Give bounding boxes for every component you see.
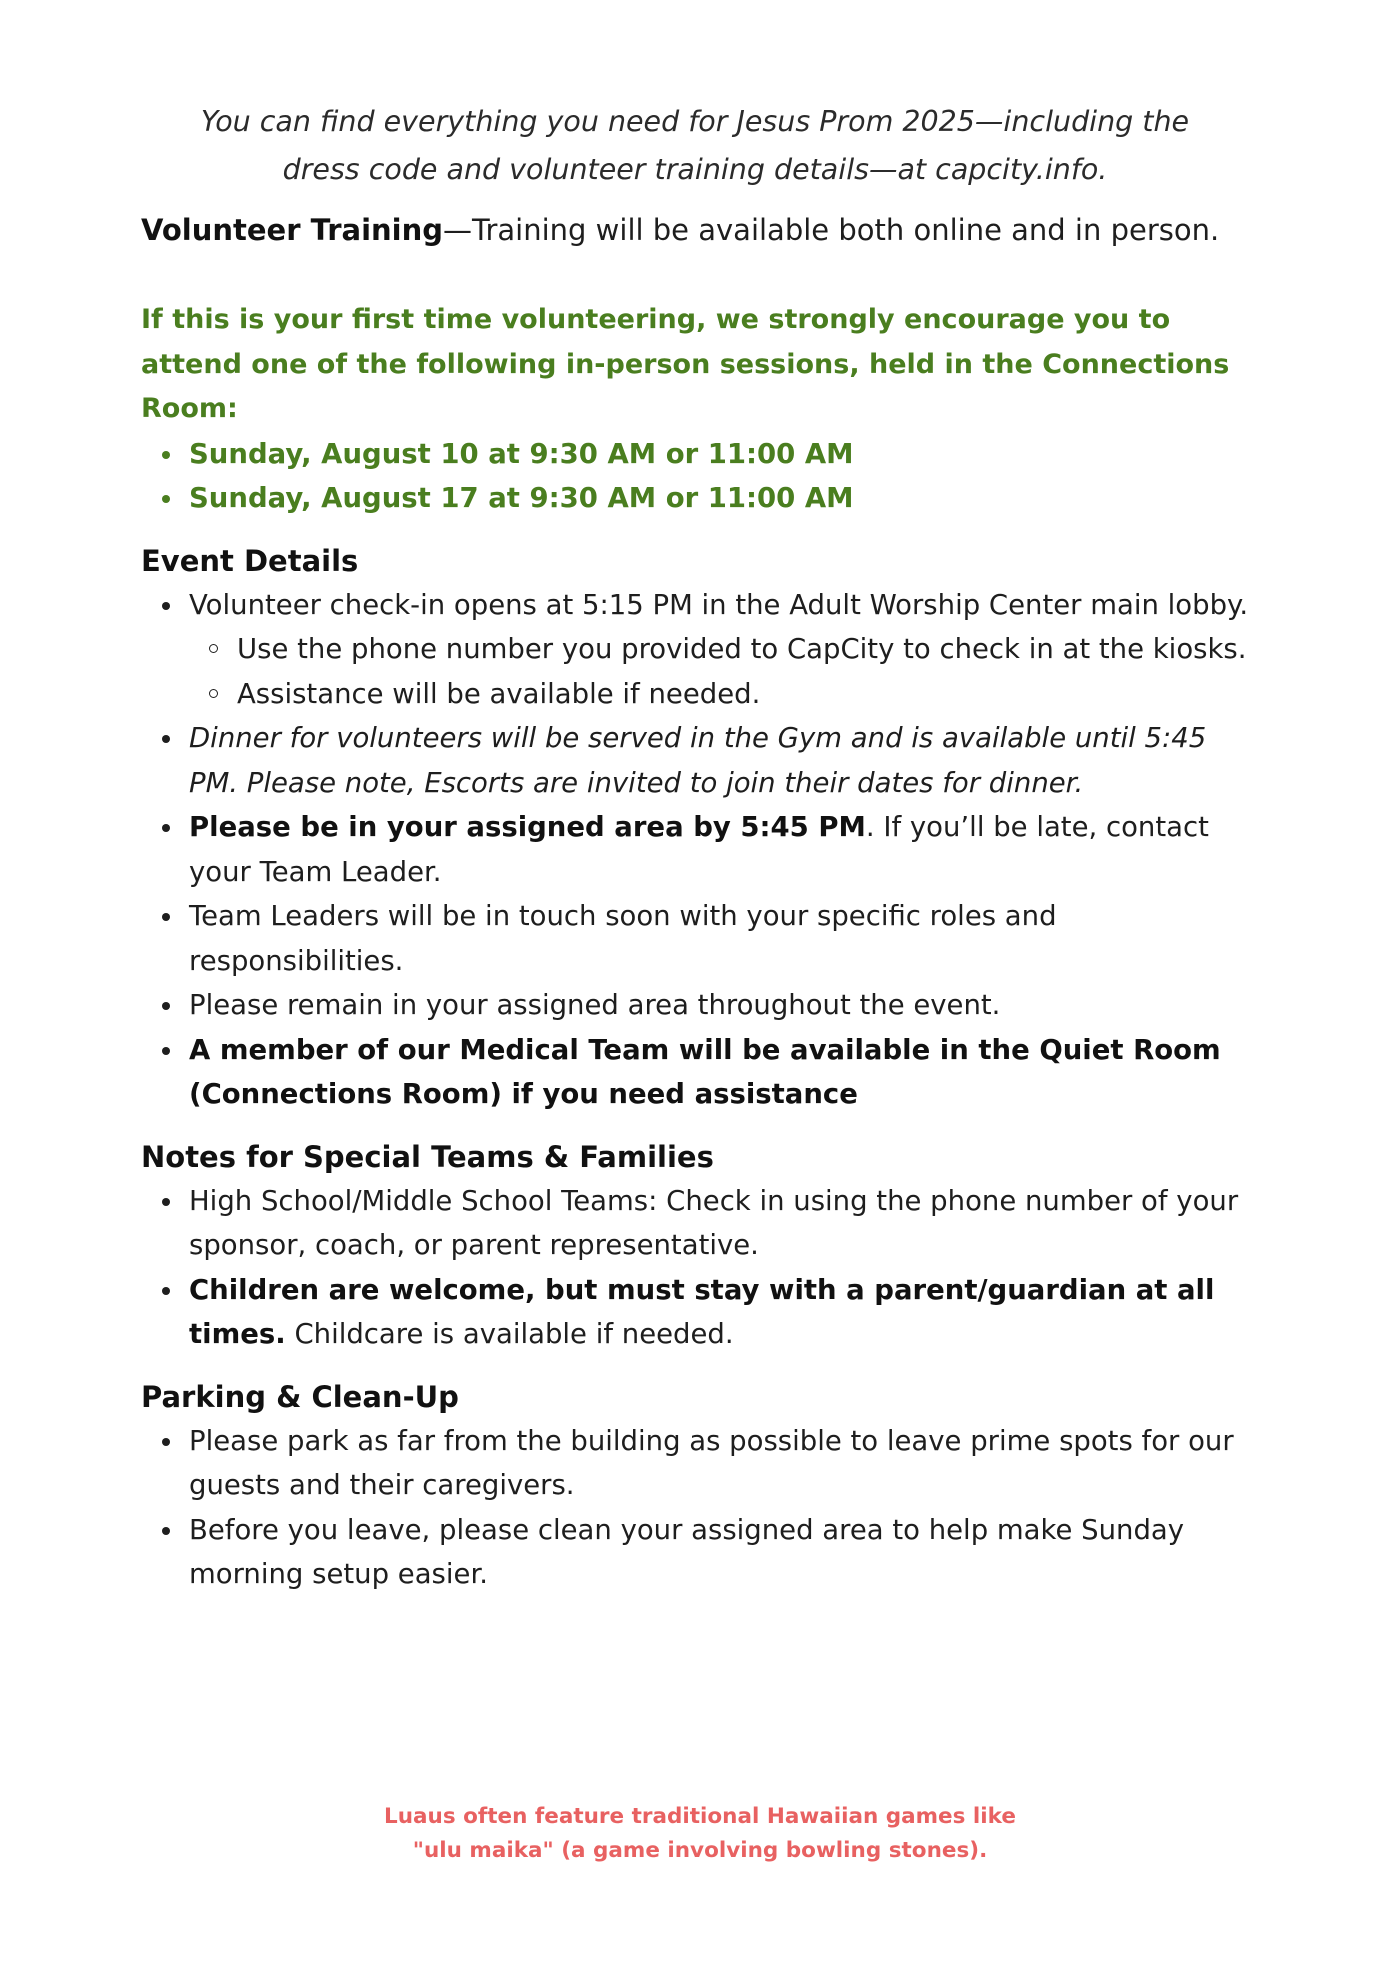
training-session-item: Sunday, August 17 at 9:30 AM or 11:00 AM [141,476,1251,521]
children-item [141,1268,1251,1357]
parking-item: Please park as far from the building as possible to leave prime spots for our guests and their caregivers. [141,1419,1251,1508]
volunteer-training-label: Volunteer Training [141,213,444,247]
footer-line-1: Luaus often feature traditional Hawaiian games like [384,1804,1016,1829]
children-bold: Children are welcome, but must stay with a parent/guardian at all times. [189,1273,1215,1350]
volunteer-training-text: —Training will be available both online and in person. [443,213,1220,247]
training-session-item: Sunday, August 10 at 9:30 AM or 11:00 AM [141,432,1251,477]
special-teams-heading: Notes for Special Teams & Families [141,1139,714,1174]
children-rest: Childcare is available if needed. [285,1318,734,1350]
intro-line-1: You can find everything you need for Jesus Prom 2025—including the [200,105,1190,138]
parking-list [141,1419,1251,1597]
checkin-sublist [189,627,1251,716]
assigned-area-bold: Please be in your assigned area by 5:45 PM [189,811,866,843]
first-time-note: If this is your first time volunteering, we strongly encourage you to attend one of the following in-person sessions, held in the Connections Room: [141,304,1230,424]
special-teams-list [141,1179,1251,1357]
event-details-heading: Event Details [141,543,359,578]
event-details-list [141,583,1251,1117]
assigned-area-item [141,805,1251,894]
event-details-item [141,583,1251,717]
dinner-item: Dinner for volunteers will be served in the Gym and is available until 5:45 PM. Please note, Escorts are invited to join their dates for dinner. [141,716,1251,805]
checkin-subitem: Use the phone number you provided to CapCity to check in at the kiosks. [189,627,1251,672]
checkin-subitem: Assistance will be available if needed. [189,672,1251,717]
remain-item: Please remain in your assigned area throughout the event. [141,983,1251,1028]
intro-paragraph [140,98,1250,194]
cleanup-item: Before you leave, please clean your assigned area to help make Sunday morning setup easier. [141,1508,1251,1597]
intro-line-2: dress code and volunteer training details—at capcity.info. [282,153,1108,186]
team-leaders-item: Team Leaders will be in touch soon with your specific roles and responsibilities. [141,894,1251,983]
checkin-text: Volunteer check-in opens at 5:15 PM in the Adult Worship Center main lobby. [189,588,1249,621]
main-content [141,206,1251,1597]
footer-line-2: "ulu maika" (a game involving bowling stones). [412,1838,988,1863]
training-sessions-list [141,432,1251,521]
footer-fun-fact [300,1800,1100,1868]
medical-team-item: A member of our Medical Team will be available in the Quiet Room (Connections Room) if you need assistance [141,1028,1251,1117]
school-teams-item: High School/Middle School Teams: Check in using the phone number of your sponsor, coach, or parent representative. [141,1179,1251,1268]
parking-heading: Parking & Clean-Up [141,1379,459,1414]
volunteer-training-paragraph [141,206,1251,254]
assigned-area-rest: . If you’ll be late, contact your Team Leader. [189,811,1209,888]
